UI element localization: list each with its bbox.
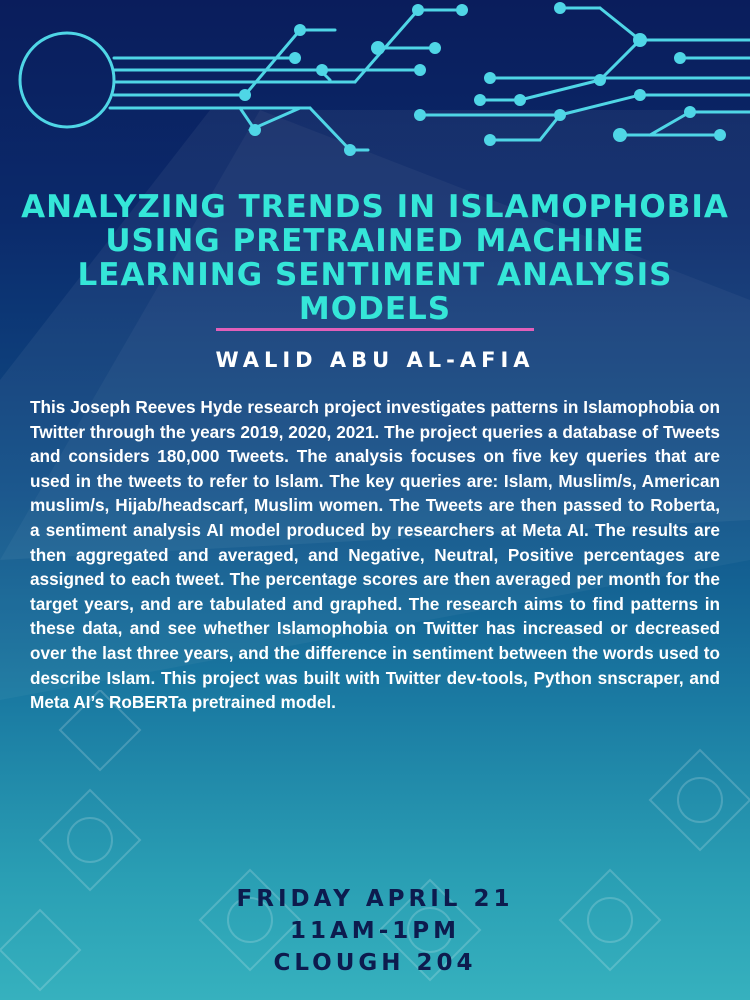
event-location: CLOUGH 204: [273, 950, 477, 976]
author-name: WALID ABU AL-AFIA: [215, 348, 535, 372]
event-time: 11AM-1PM: [290, 918, 460, 944]
poster-title: ANALYZING TRENDS IN ISLAMOPHOBIA USING PRETRAINED MACHINE LEARNING SENTIMENT ANALYSIS MODELS: [21, 189, 729, 327]
abstract-text: This Joseph Reeves Hyde research project investigates patterns in Islamophobia on Twitter through the years 2019, 2020, 2021. The project queries a database of Tweets and considers 180,000 Tweets. The analysis focuses on five key queries that are used in the tweets to refer to Islam. The key queries are: Islam, Muslim/s, American muslim/s, Hijab/headscarf, Muslim women. The Tweets are then passed to Roberta, a sentiment analysis AI model produced by researchers at Meta AI. The results are then aggregated and averaged, and Negative, Neutral, Positive percentages are assigned to each tweet. The percentage scores are then averaged per month for the target years, and are tabulated and graphed. The research aims to find patterns in these data, and see whether Islamophobia on Twitter has increased or decreased over the last three years, and the difference in sentiment between the words used to describe Islam. This project was built with Twitter dev-tools, Python snscraper, and Meta AI’s RoBERTa pretrained model.: [30, 397, 720, 713]
event-date: FRIDAY APRIL 21: [236, 886, 514, 912]
title-divider: [216, 328, 534, 331]
event-details: [0, 883, 750, 979]
circuit-board-decoration: [0, 0, 750, 170]
